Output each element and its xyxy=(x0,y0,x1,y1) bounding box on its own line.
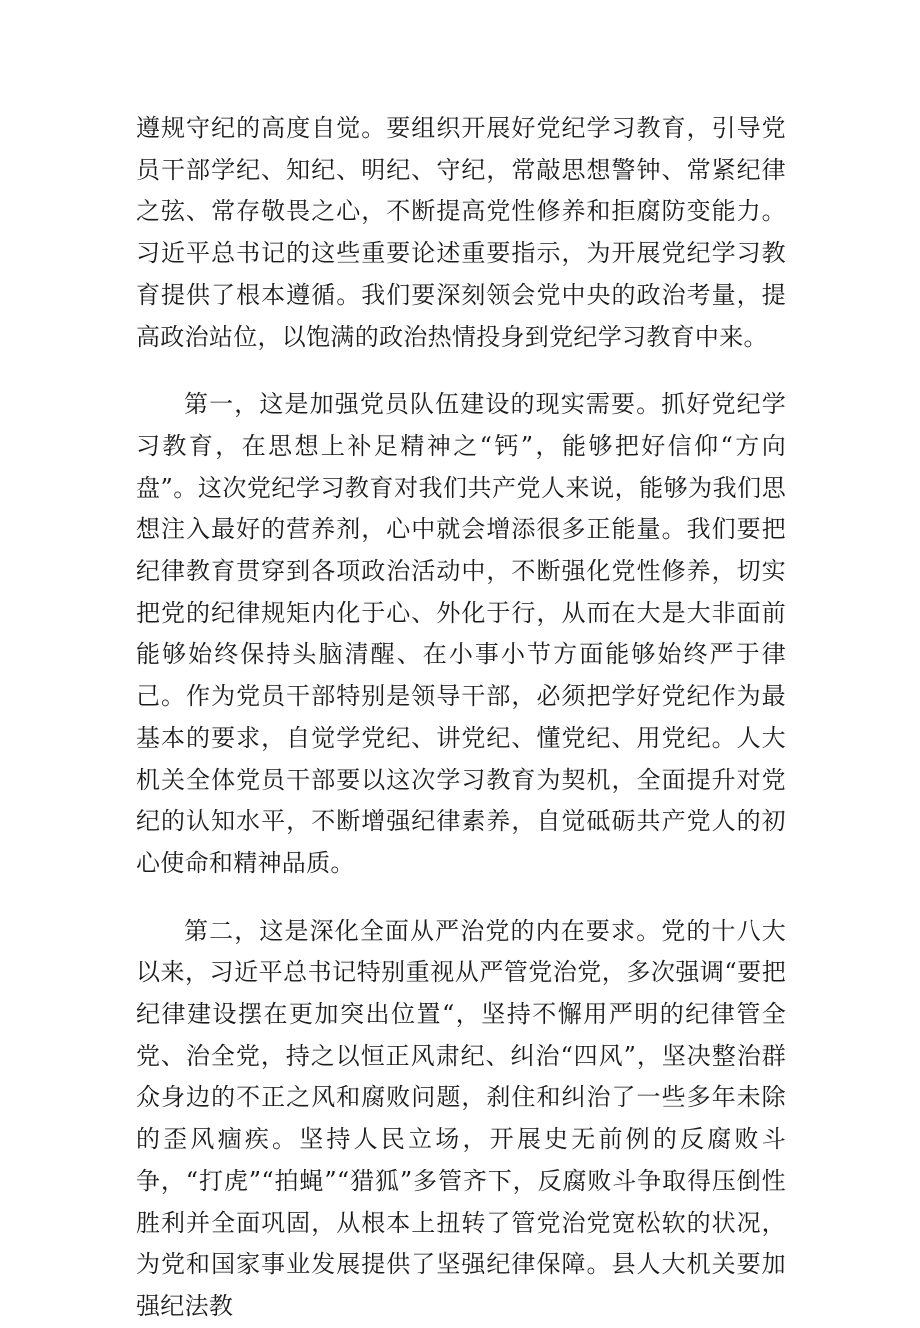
paragraph-first-point: 第一，这是加强党员队伍建设的现实需要。抓好党纪学习教育，在思想上补足精神之“钙”，能够把好信仰“方向盘”。这次党纪学习教育对我们共产党人来说，能够为我们思想注入最好的营养剂，心中就会增添很多正能量。我们要把纪律教育贯穿到各项政治活动中，不断强化党性修养，切实把党的纪律规矩内化于心、外化于行，从而在大是大非面前能够始终保持头脑清醒、在小事小节方面能够始终严于律己。作为党员干部特别是领导干部，必须把学好党纪作为最基本的要求，自觉学党纪、讲党纪、懂党纪、用党纪。人大机关全体党员干部要以这次学习教育为契机，全面提升对党纪的认知水平，不断增强纪律素养，自觉砥砺共产党人的初心使命和精神品质。 xyxy=(136,390,786,877)
paragraph-continued: 遵规守纪的高度自觉。要组织开展好党纪学习教育，引导党员干部学纪、知纪、明纪、守纪，常敲思想警钟、常紧纪律之弦、常存敬畏之心，不断提高党性修养和拒腐防变能力。习近平总书记的这些重要论述重要指示，为开展党纪学习教育提供了根本遵循。我们要深刻领会党中央的政治考量，提高政治站位，以饱满的政治热情投身到党纪学习教育中来。 xyxy=(136,114,786,351)
document-body xyxy=(136,108,786,1328)
paragraph-second-point: 第二，这是深化全面从严治党的内在要求。党的十八大以来，习近平总书记特别重视从严管党治党，多次强调“要把纪律建设摆在更加突出位置“，坚持不懈用严明的纪律管全党、治全党，持之以恒正风肃纪、纠治“四风”，坚决整治群众身边的不正之风和腐败问题，刹住和纠治了一些多年未除的歪风痼疾。坚持人民立场，开展史无前例的反腐败斗争，“打虎”“拍蝇”“猎狐”多管齐下，反腐败斗争取得压倒性胜利并全面巩固，从根本上扭转了管党治党宽松软的状况，为党和国家事业发展提供了坚强纪律保障。县人大机关要加强纪法教 xyxy=(136,916,786,1320)
